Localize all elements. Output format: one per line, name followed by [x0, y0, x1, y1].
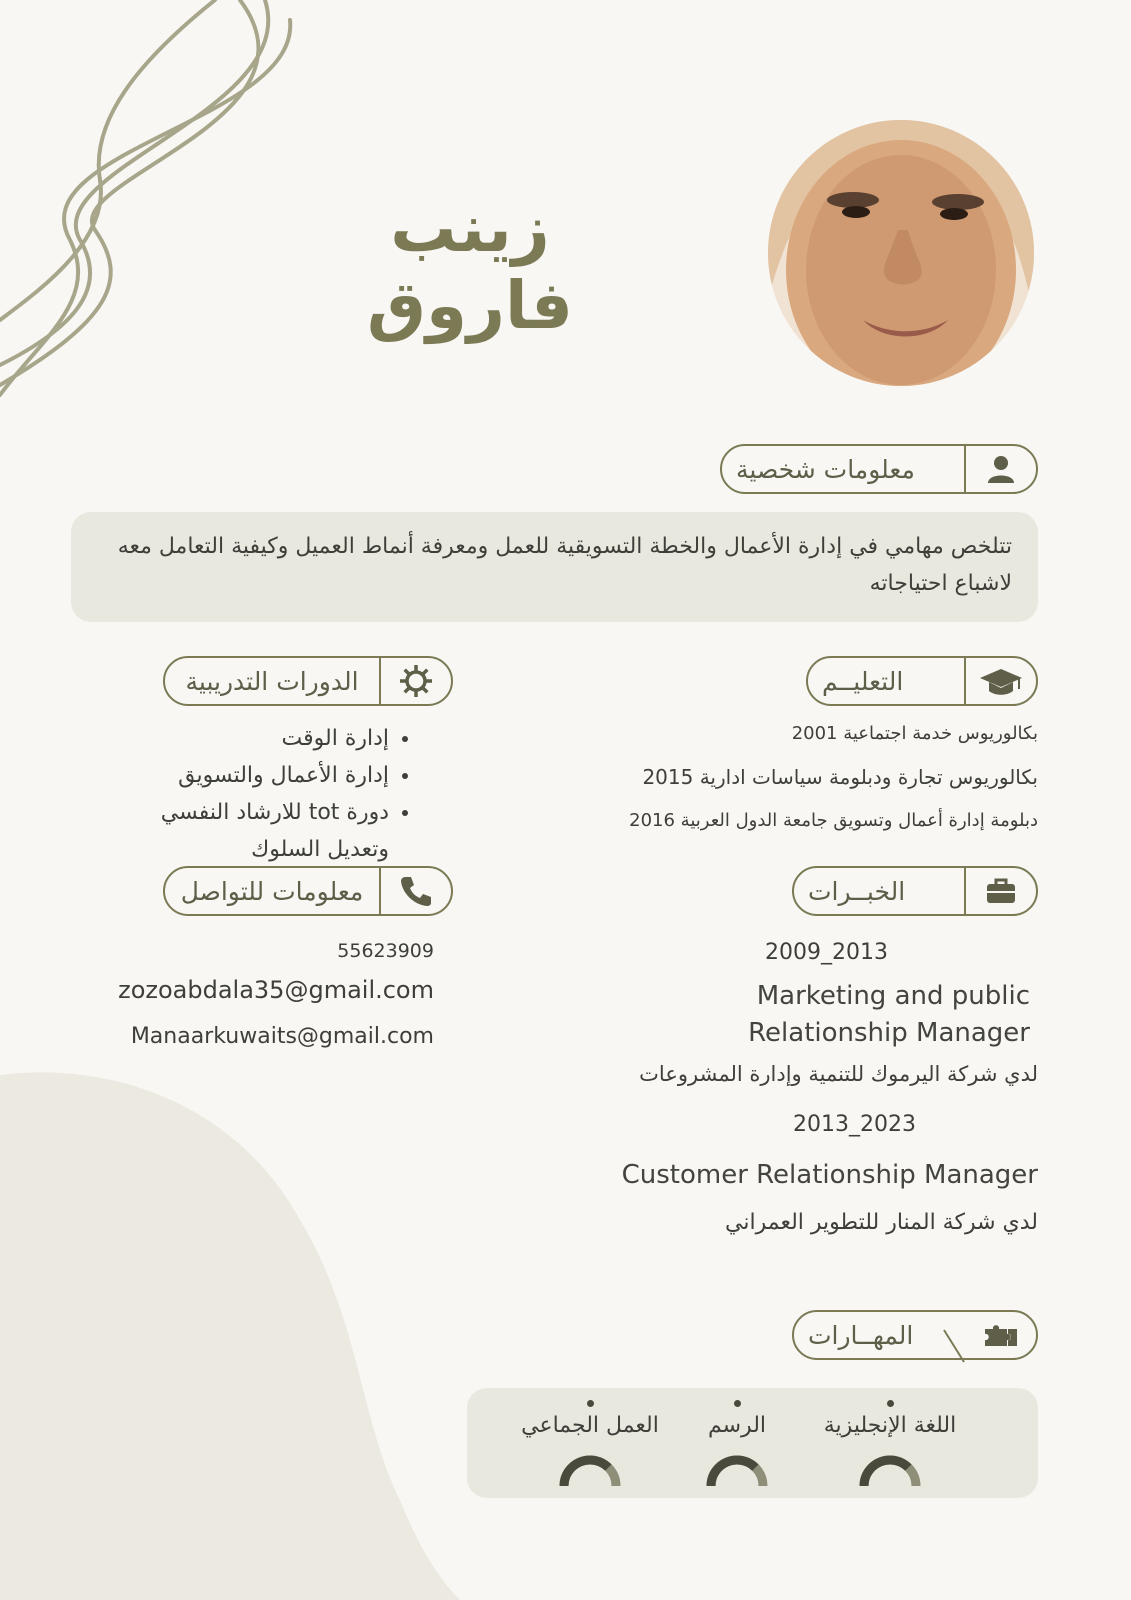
puzzle-icon [966, 1312, 1036, 1358]
experience-years: 2009_2013 [765, 940, 888, 965]
experience-company: لدي شركة المنار للتطوير العمراني [725, 1210, 1038, 1235]
contact-title: معلومات للتواصل [180, 876, 364, 906]
personal-summary: تتلخص مهامي في إدارة الأعمال والخطة التسويقية للعمل ومعرفة أنماط العميل وكيفية التعامل معه لاشباع احتياجاته [71, 512, 1038, 622]
phone-icon [379, 868, 451, 914]
user-icon [964, 446, 1036, 492]
experience-role: Marketing and public Relationship Manager [748, 981, 1030, 1048]
briefcase-icon [964, 868, 1036, 914]
experience-role: Customer Relationship Manager [621, 1160, 1038, 1190]
education-item: دبلومة إدارة أعمال وتسويق جامعة الدول العربية 2016 [629, 810, 1038, 831]
contact-phone: 55623909 [337, 940, 434, 962]
skills-divider [940, 1328, 968, 1364]
skills-title: المهــارات [808, 1320, 914, 1350]
list-item: • إدارة الوقت [109, 720, 389, 757]
graduation-cap-icon [964, 658, 1036, 704]
skill-marker [587, 1400, 594, 1407]
gear-icon [379, 658, 451, 704]
skill-item [662, 1400, 812, 1488]
list-item: • دورة tot للارشاد النفسي وتعديل السلوك [109, 794, 389, 868]
experience-years: 2013_2023 [793, 1112, 916, 1137]
skill-gauge [858, 1452, 922, 1488]
education-title: التعليــم [822, 666, 904, 696]
education-heading [806, 656, 1038, 706]
person-name: زينب فاروق [366, 190, 574, 344]
skill-gauge [705, 1452, 769, 1488]
experience-company: لدي شركة اليرموك للتنمية وإدارة المشروعات [639, 1062, 1038, 1086]
skill-item [815, 1400, 965, 1488]
personal-info-heading [720, 444, 1038, 494]
contact-email: Manaarkuwaits@gmail.com [130, 1024, 434, 1049]
experience-heading [792, 866, 1038, 916]
contact-heading [163, 866, 453, 916]
courses-list [109, 720, 411, 868]
education-item: بكالوريوس تجارة ودبلومة سياسات ادارية 2015 [642, 765, 1038, 789]
skills-heading [792, 1310, 1038, 1360]
skill-gauge [558, 1452, 622, 1488]
courses-title: الدورات التدريبية [185, 666, 359, 696]
courses-heading [163, 656, 453, 706]
list-item: • إدارة الأعمال والتسويق [109, 757, 389, 794]
skill-marker [887, 1400, 894, 1407]
skill-label: اللغة الإنجليزية [823, 1413, 957, 1438]
skill-label: الرسم [707, 1413, 767, 1438]
profile-photo [768, 120, 1034, 386]
experience-title: الخبــرات [808, 876, 906, 906]
contact-email: zozoabdala35@gmail.com [118, 976, 434, 1004]
education-item: بكالوريوس خدمة اجتماعية 2001 [791, 723, 1038, 744]
skill-item [515, 1400, 665, 1488]
skill-marker [734, 1400, 741, 1407]
decorative-wave-lines [0, 0, 300, 400]
personal-info-title: معلومات شخصية [736, 454, 915, 484]
skill-label: العمل الجماعي [521, 1413, 659, 1438]
